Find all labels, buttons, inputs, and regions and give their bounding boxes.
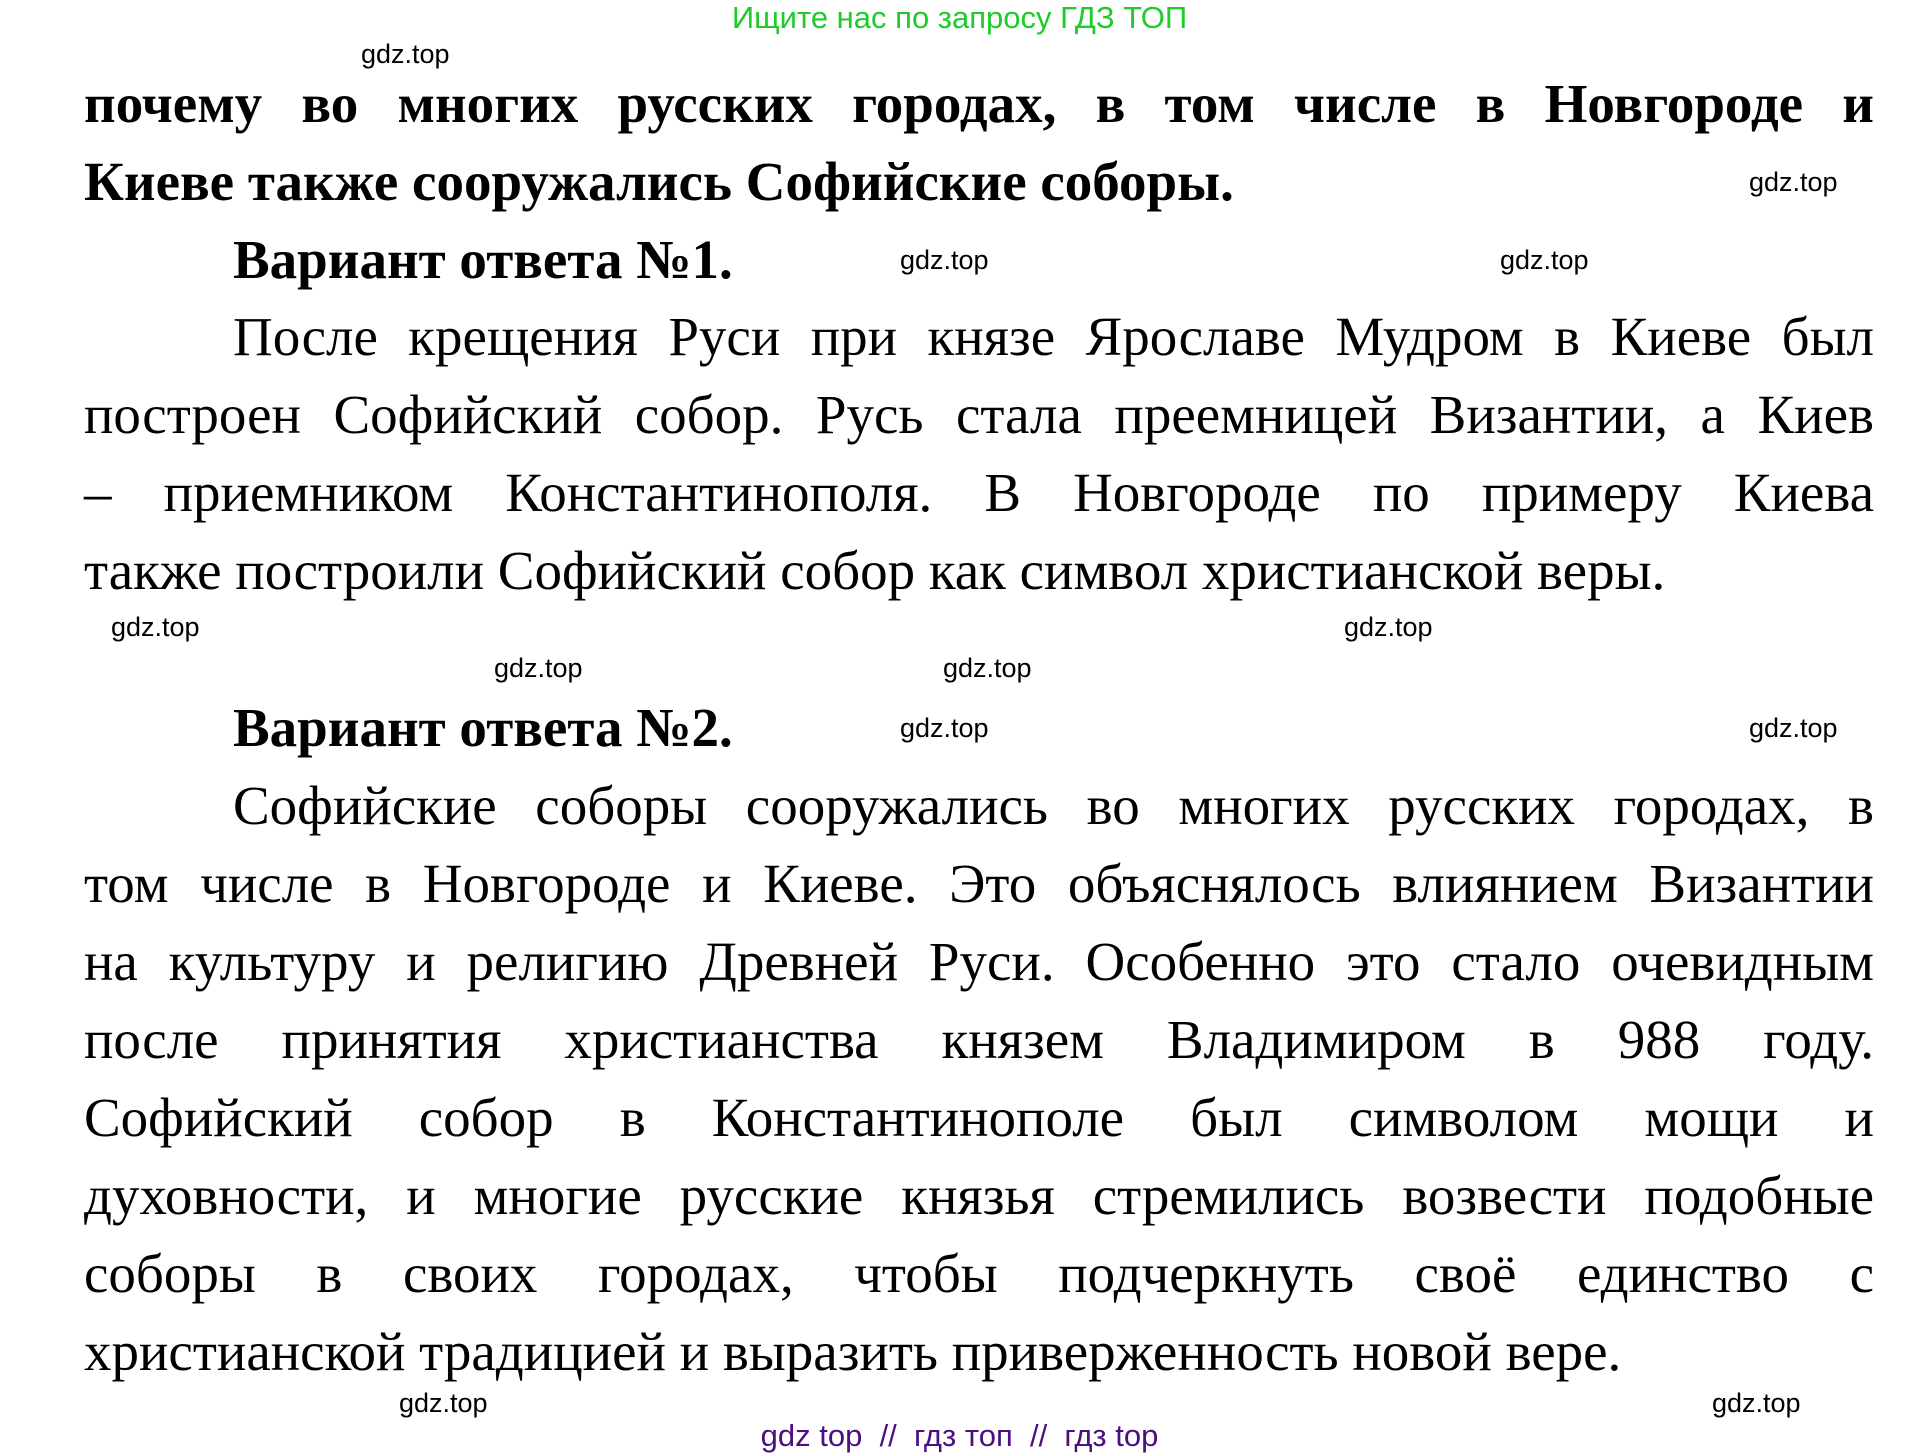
answer2-line: Софийские соборы сооружались во многих русских городах, в (233, 775, 1874, 836)
answer2-line: соборы в своих городах, чтобы подчеркнуть своё единство с (84, 1243, 1874, 1304)
top-banner (0, 0, 1919, 36)
watermark: gdz.top (1344, 612, 1433, 642)
answer1-heading: Вариант ответа №1. (233, 229, 733, 290)
answer2-line: на культуру и религию Древней Руси. Особенно это стало очевидным (84, 931, 1874, 992)
bottom-banner (0, 1418, 1919, 1453)
answer2-line: Софийский собор в Константинополе был символом мощи и (84, 1087, 1874, 1148)
watermark: gdz.top (111, 612, 200, 642)
watermark: gdz.top (1749, 167, 1838, 197)
watermark: gdz.top (900, 245, 989, 275)
answer2-line: христианской традицией и выразить приверженность новой вере. (84, 1321, 1622, 1382)
watermark: gdz.top (494, 653, 583, 683)
answer2-heading: Вариант ответа №2. (233, 697, 733, 758)
top-banner-text: Ищите нас по запросу ГДЗ ТОП (731, 0, 1188, 35)
question-line: Киеве также сооружались Софийские соборы. (84, 151, 1234, 212)
answer2-line: духовности, и многие русские князья стремились возвести подобные (84, 1165, 1874, 1226)
answer2-line: том числе в Новгороде и Киеве. Это объяснялось влиянием Византии (84, 853, 1874, 914)
answer1-line: После крещения Руси при князе Ярославе Мудром в Киеве был (233, 306, 1874, 367)
question-line: почему во многих русских городах, в том числе в Новгороде и (84, 73, 1874, 134)
watermark: gdz.top (943, 653, 1032, 683)
answer2-line: после принятия христианства князем Владимиром в 988 году. (84, 1009, 1874, 1070)
watermark: gdz.top (1712, 1388, 1801, 1418)
watermark: gdz.top (900, 713, 989, 743)
bottom-banner-text: gdz top // гдз топ // гдз top (760, 1418, 1159, 1453)
watermark: gdz.top (399, 1388, 488, 1418)
answer1-line: построен Софийский собор. Русь стала преемницей Византии, а Киев (84, 384, 1874, 445)
watermark: gdz.top (1749, 713, 1838, 743)
watermark: gdz.top (361, 39, 450, 69)
watermark: gdz.top (1500, 245, 1589, 275)
answer1-line: также построили Софийский собор как символ христианской веры. (84, 540, 1666, 601)
answer1-line: – приемником Константинополя. В Новгороде по примеру Киева (84, 462, 1874, 523)
